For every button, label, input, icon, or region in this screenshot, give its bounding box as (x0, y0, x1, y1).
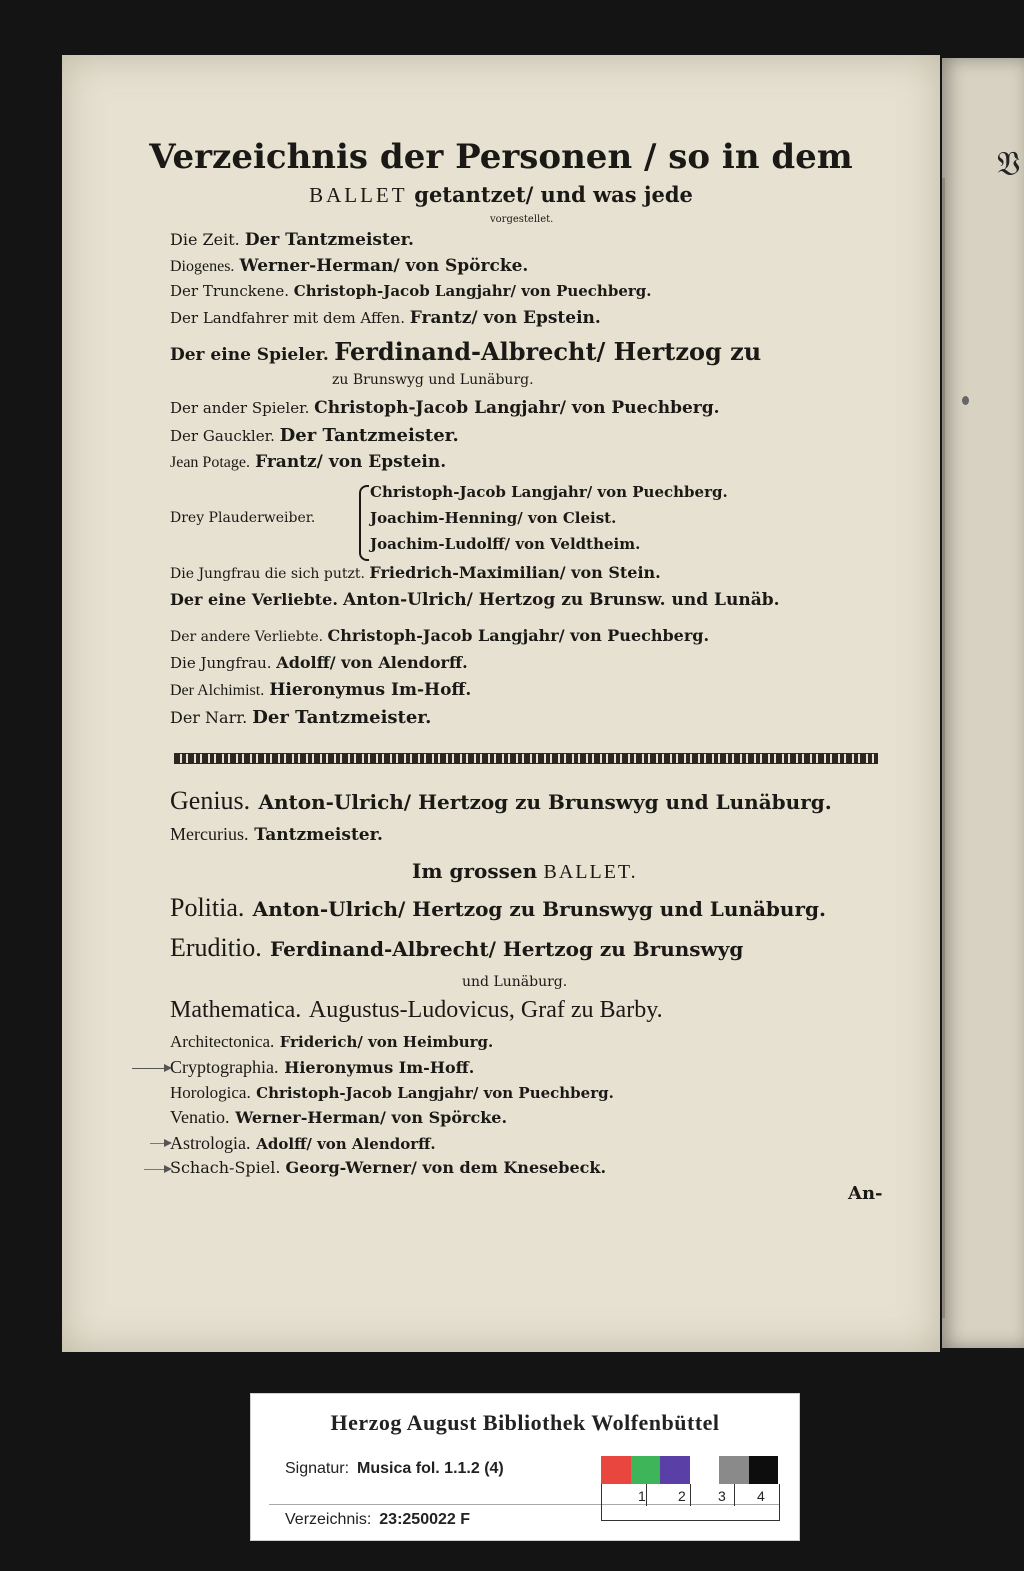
role-label: Der eine Verliebte. (170, 590, 338, 609)
cast-entry (170, 1108, 507, 1127)
performer-name: Anton-Ulrich/ Hertzog zu Brunsw. und Lunäb. (343, 590, 780, 610)
cast-entry (170, 682, 471, 699)
color-swatch (631, 1456, 661, 1484)
role-label: Venatio. (170, 1107, 230, 1127)
group-member: Joachim-Henning/ von Cleist. (370, 509, 617, 527)
role-label: Architectonica. (170, 1032, 275, 1051)
cast-entry (170, 337, 762, 366)
page-subtitle (62, 184, 940, 206)
ruler-number: 3 (718, 1488, 726, 1504)
cast-entry (170, 895, 826, 921)
cast-entry (170, 284, 651, 299)
performer-name-cont: zu Brunswyg und Lunäburg. (332, 372, 534, 388)
performer-name: Christoph-Jacob Langjahr/ von Puechberg. (327, 626, 710, 645)
facing-page-edge (942, 58, 1024, 1348)
performer-name: Frantz/ von Epstein. (255, 452, 447, 472)
margin-dash-mark (144, 1169, 170, 1170)
section-heading (412, 861, 638, 882)
cast-entry (170, 232, 414, 249)
role-label: Die Jungfrau. (170, 654, 272, 672)
performer-name: Der Tantzmeister. (279, 425, 459, 446)
performer-name: Adolff/ von Alendorff. (276, 653, 468, 672)
signatur-value: Musica fol. 1.1.2 (4) (357, 1460, 504, 1477)
performer-name: Ferdinand-Albrecht/ Hertzog zu (334, 337, 762, 366)
library-name: Herzog August Bibliothek Wolfenbüttel (330, 1410, 720, 1435)
ruler-number: 1 (638, 1488, 646, 1504)
performer-name: Anton-Ulrich/ Hertzog zu Brunswyg und Lunäburg. (252, 897, 826, 921)
role-label: Eruditio. (170, 933, 262, 962)
performer-name: Hieronymus Im-Hoff. (284, 1058, 475, 1077)
color-swatch (601, 1456, 631, 1484)
group-member: Joachim-Ludolff/ von Veldtheim. (370, 535, 641, 553)
performer-name: Tantzmeister. (254, 825, 383, 845)
ruler-tick (734, 1484, 735, 1506)
performer-name: Der Tantzmeister. (252, 707, 432, 728)
role-label: Astrologia. (170, 1133, 251, 1153)
color-swatch (690, 1456, 720, 1484)
role-label: Der Trunckene. (170, 282, 290, 300)
role-label: Der ander Spieler. (170, 399, 310, 417)
role-label: Der Narr. (170, 708, 248, 727)
role-label: Die Jungfrau die sich putzt. (170, 566, 365, 582)
signatur-row (285, 1460, 504, 1478)
verzeichnis-row (285, 1511, 470, 1529)
cast-entry (170, 1084, 614, 1102)
performer-name: Georg-Werner/ von dem Knesebeck. (285, 1158, 607, 1177)
cast-entry (170, 825, 383, 844)
cast-entry (170, 310, 601, 327)
role-label: Jean Potage. (170, 454, 250, 471)
cast-entry (170, 1058, 474, 1077)
catchword: An- (848, 1183, 883, 1204)
page-fold-line (942, 178, 945, 1318)
signatur-key: Signatur: (285, 1460, 350, 1477)
cast-entry (170, 400, 720, 417)
performer-name: Werner-Herman/ von Spörcke. (235, 1108, 508, 1127)
verzeichnis-value: 23:250022 F (379, 1511, 470, 1528)
role-label: Der eine Spieler. (170, 345, 329, 365)
ruler-tick (646, 1484, 647, 1506)
group-role-label: Drey Plauderweiber. (170, 510, 316, 526)
performer-name: Der Tantzmeister. (244, 230, 414, 250)
color-swatch (660, 1456, 690, 1484)
heading-ballet: BALLET. (543, 861, 638, 883)
cast-entry (170, 1160, 606, 1176)
color-swatch (719, 1456, 749, 1484)
cast-entry (170, 709, 431, 727)
role-label: Der andere Verliebte. (170, 629, 324, 645)
ruler-number: 4 (757, 1488, 765, 1504)
library-label (250, 1393, 800, 1541)
verzeichnis-key: Verzeichnis: (285, 1511, 372, 1528)
performer-name: Friderich/ von Heimburg. (279, 1033, 494, 1051)
cast-entry (170, 258, 528, 275)
role-label: Mercurius. (170, 824, 249, 844)
cast-entry (170, 454, 446, 471)
ink-spot (962, 396, 969, 405)
document-page (62, 55, 940, 1352)
role-label: Die Zeit. (170, 230, 240, 249)
performer-name-cont: und Lunäburg. (462, 974, 568, 990)
cast-entry (170, 655, 468, 671)
performer-name: Adolff/ von Alendorff. (256, 1135, 436, 1153)
role-label: Politia. (170, 893, 245, 922)
role-label: Der Landfahrer mit dem Affen. (170, 309, 405, 327)
performer-name: Friedrich-Maximilian/ von Stein. (369, 563, 661, 582)
performer-name: Anton-Ulrich/ Hertzog zu Brunswyg und Lunäburg. (258, 790, 832, 814)
ornament-divider (174, 753, 878, 764)
cast-entry (170, 1134, 436, 1153)
ruler-tick (690, 1484, 691, 1506)
role-label: Schach-Spiel. (170, 1158, 281, 1177)
color-calibration-bar (601, 1456, 778, 1484)
performer-name: Werner-Herman/ von Spörcke. (239, 256, 529, 276)
performer-name: Frantz/ von Epstein. (409, 308, 601, 328)
page-subtitle-cont: vorgestellet. (490, 214, 554, 225)
performer-name: Hieronymus Im-Hoff. (269, 680, 472, 700)
cast-entry (170, 788, 832, 814)
performer-name: Christoph-Jacob Langjahr/ von Puechberg. (256, 1084, 614, 1102)
heading-pre: Im grossen (412, 859, 538, 883)
group-member: Christoph-Jacob Langjahr/ von Puechberg. (370, 483, 728, 501)
role-label: Mathematica. (170, 997, 302, 1023)
cast-entry (170, 592, 780, 609)
cast-entry (170, 935, 743, 961)
page-title: Verzeichnis der Personen / so in dem (149, 137, 853, 177)
role-label: Diogenes. (170, 258, 235, 275)
subtitle-rest: getantzet/ und was jede (414, 182, 693, 207)
cast-entry (170, 427, 459, 445)
cast-entry (170, 565, 661, 581)
color-swatch (749, 1456, 779, 1484)
cast-entry (170, 1033, 493, 1051)
cast-entry (170, 997, 663, 1022)
cast-entry (170, 628, 709, 644)
role-label: Der Alchimist. (170, 682, 265, 699)
performer-name: Augustus-Ludovicus, Graf zu Barby. (308, 997, 663, 1023)
performer-name: Christoph-Jacob Langjahr/ von Puechberg. (314, 398, 720, 418)
role-label: Der Gauckler. (170, 427, 275, 445)
margin-dash-mark (150, 1143, 170, 1144)
scale-ruler (601, 1484, 780, 1521)
margin-arrow-mark (132, 1068, 170, 1069)
performer-name: Christoph-Jacob Langjahr/ von Puechberg. (293, 282, 652, 300)
role-label: Cryptographia. (170, 1057, 279, 1077)
role-label: Horologica. (170, 1083, 251, 1102)
ruler-number: 2 (678, 1488, 686, 1504)
facing-page-letter: 𝔙 (996, 144, 1020, 184)
performer-name: Ferdinand-Albrecht/ Hertzog zu Brunswyg (269, 937, 744, 961)
brace-bracket (359, 485, 369, 561)
role-label: Genius. (170, 786, 251, 815)
subtitle-ballet: BALLET (309, 183, 408, 207)
